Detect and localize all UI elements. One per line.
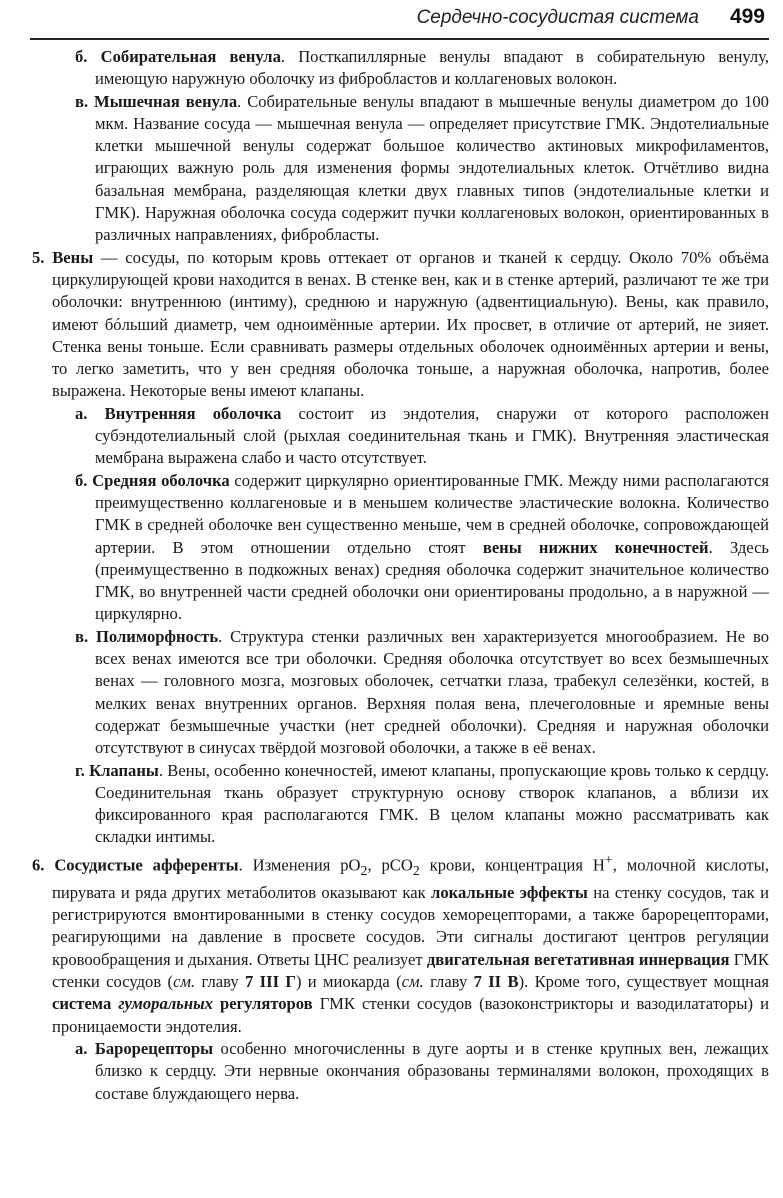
item-label: 5. bbox=[32, 247, 45, 267]
term: Барорецепторы bbox=[94, 1038, 214, 1058]
paragraph-vnutrennyaya-obolochka bbox=[0, 403, 769, 470]
item-label: в. bbox=[75, 91, 89, 111]
item-label: г. bbox=[75, 760, 85, 780]
paragraph-text: крови, концентрация H bbox=[419, 855, 605, 875]
item-label: а. bbox=[75, 403, 88, 423]
paragraph-myshechnaya-venula bbox=[0, 91, 769, 247]
paragraph-sosudistye-afferenty bbox=[0, 849, 769, 1038]
item-label: в. bbox=[75, 626, 89, 646]
chapter-reference: 7 III Г bbox=[245, 972, 296, 992]
paragraph-klapany bbox=[0, 760, 769, 849]
term: Клапаны bbox=[89, 760, 159, 780]
term-emphasis: локальные эффекты bbox=[431, 882, 588, 902]
subscript: 2 bbox=[412, 862, 420, 878]
header-rule bbox=[30, 38, 769, 40]
superscript: + bbox=[604, 851, 613, 867]
page-body bbox=[0, 46, 783, 1105]
paragraph-text: главу bbox=[195, 972, 246, 992]
paragraph-text: содержит циркулярно ориентированные ГМК. Между ними располагаются преимущественно коллагеновые и в меньшем количестве эластические волокна. Количество ГМК в средней оболочке вен существенно меньше, чем в средней оболочке, сопровождающей артерии. В этом отношении отдельно стоят bbox=[95, 470, 769, 557]
page-header bbox=[0, 0, 783, 40]
item-label: 6. bbox=[32, 855, 45, 875]
item-label: б. bbox=[75, 47, 88, 66]
paragraph-text: состоит из эндотелия, снаружи от которого расположен субэндотелиальный слой (рыхлая соединительная ткань и ГМК). Внутренняя эластическая мембрана выражена слабо и часто отсутствует. bbox=[95, 403, 770, 468]
term: Внутренняя оболочка bbox=[104, 403, 282, 423]
item-label: а. bbox=[75, 1038, 88, 1058]
running-title: Сердечно-сосудистая система bbox=[416, 7, 699, 28]
subscript: 2 bbox=[360, 862, 368, 878]
paragraph-text: . Здесь (преимущественно в подкожных венах) средняя оболочка содержит значительное количество ГМК, во внутренней части средней оболочки они ориентированы продольно, а в наружной — циркулярно. bbox=[95, 537, 769, 624]
paragraph-sobiratelnaya-venula bbox=[0, 46, 769, 91]
term-emphasis: регуляторов bbox=[220, 994, 313, 1014]
term-emphasis-italic: гуморальных bbox=[118, 994, 213, 1014]
paragraph-baroretseptory bbox=[0, 1038, 769, 1105]
term-emphasis: вены нижних конечностей bbox=[482, 537, 709, 557]
term: Полиморфность bbox=[96, 626, 219, 646]
term: Средняя оболочка bbox=[92, 470, 230, 490]
see-reference: см. bbox=[173, 972, 196, 992]
paragraph-text: особенно многочисленны в дуге аорты и в стенке крупных вен, лежащих близко к сердцу. Эти нервные окончания образованы терминалями волокон, проходящих в составе блуждающего нерва. bbox=[95, 1038, 769, 1103]
paragraph-text: главу bbox=[423, 972, 474, 992]
paragraph-text: ) и миокарда ( bbox=[295, 972, 402, 992]
paragraph-text: . Вены, особенно конечностей, имеют клапаны, пропускающие кровь только к сердцу. Соединительная ткань образует структурную основу створок клапанов, а вблизи их фиксированного края располагаются ГМК. В целом клапаны можно рассматривать как складки интимы. bbox=[95, 760, 769, 847]
item-label: б. bbox=[75, 470, 88, 490]
paragraph-text: . Изменения pO bbox=[238, 855, 361, 875]
paragraph-text: . Посткапиллярные венулы впадают в собирательную венулу, имеющую наружную оболочку из фибробластов и коллагеновых волокон. bbox=[95, 47, 769, 89]
chapter-reference: 7 II В bbox=[473, 972, 519, 992]
term-emphasis: система bbox=[52, 994, 112, 1014]
paragraph-polimorfnost bbox=[0, 626, 769, 760]
paragraph-text: — сосуды, по которым кровь оттекает от органов и тканей к сердцу. Около 70% объёма циркулирующей крови находится в венах. В стенке вен, как и в стенке артерий, различают те же три оболочки: внутреннюю (интиму), среднюю и наружную (адвентициальную). Вены, как правило, имеют бóльший диаметр, чем одноимённые артерии. Их просвет, в отличие от артерий, не зияет. Стенка вены тоньше. Если сравнивать размеры отдельных оболочек одноимённых артерии и вены, то легко заметить, что у вен средняя оболочка тоньше, а наружная оболочка, напротив, более выражена. Некоторые вены имеют клапаны. bbox=[52, 247, 769, 401]
term: Сосудистые афференты bbox=[54, 855, 239, 875]
see-reference: см. bbox=[401, 972, 424, 992]
paragraph-text: . Собирательные венулы впадают в мышечные венулы диаметром до 100 мкм. Название сосуда — мышечная венула — определяет присутствие ГМК. Эндотелиальные клетки мышечной венулы содержат большое количество актиновых микрофиламентов, играющих важную роль для изменения формы эндотелиальных клеток. Отчётливо видна базальная мембрана, разделяющая клетки двух главных типов (эндотелиальные клетки и ГМК). Наружная оболочка сосуда содержит пучки коллагеновых волокон, ориентированных в различных направлениях, фибробласты. bbox=[95, 91, 769, 245]
term-emphasis: двигательная вегетативная иннервация bbox=[426, 949, 730, 969]
paragraph-text: . Структура стенки различных вен характеризуется многообразием. Не во всех венах имеются все три оболочки. Средняя оболочка отсутствует во всех безмышечных венах — головного мозга, мозговых оболочек, сетчатки глаза, трабекул селезёнки, костей, в мелких венах внутренних органов. Верхняя полая вена, плечеголовные и яремные вены содержат безмышечные участки (нет средней оболочки). Средняя и наружная оболочки отсутствуют в синусах твёрдой мозговой оболочки, а также в её венах. bbox=[95, 626, 769, 758]
paragraph-text: , молочной кислоты, пирувата и ряда других метаболитов оказывают как bbox=[52, 855, 769, 902]
paragraph-text: ). Кроме того, существует мощная bbox=[518, 972, 769, 992]
paragraph-text: ГМК стенки сосудов ( bbox=[52, 949, 769, 992]
paragraph-veny bbox=[0, 247, 769, 403]
paragraph-text: ГМК стенки сосудов (вазоконстрикторы и вазодилататоры) и проницаемости эндотелия. bbox=[52, 994, 770, 1036]
term: Собирательная венула bbox=[100, 47, 281, 66]
term: Мышечная венула bbox=[94, 91, 238, 111]
paragraph-text: , pCO bbox=[367, 855, 413, 875]
page-number: 499 bbox=[729, 5, 765, 28]
paragraph-text: на стенку сосудов, так и регистрируются вмонтированными в стенку сосудов хеморецепторами, а также барорецепторами, реагирующими на давление в просвете сосудов. Эти сигналы достигают центров регуляции кровообращения и дыхания. Ответы ЦНС реализует bbox=[52, 882, 770, 969]
term: Вены bbox=[52, 247, 94, 267]
paragraph-srednyaya-obolochka bbox=[0, 470, 769, 626]
